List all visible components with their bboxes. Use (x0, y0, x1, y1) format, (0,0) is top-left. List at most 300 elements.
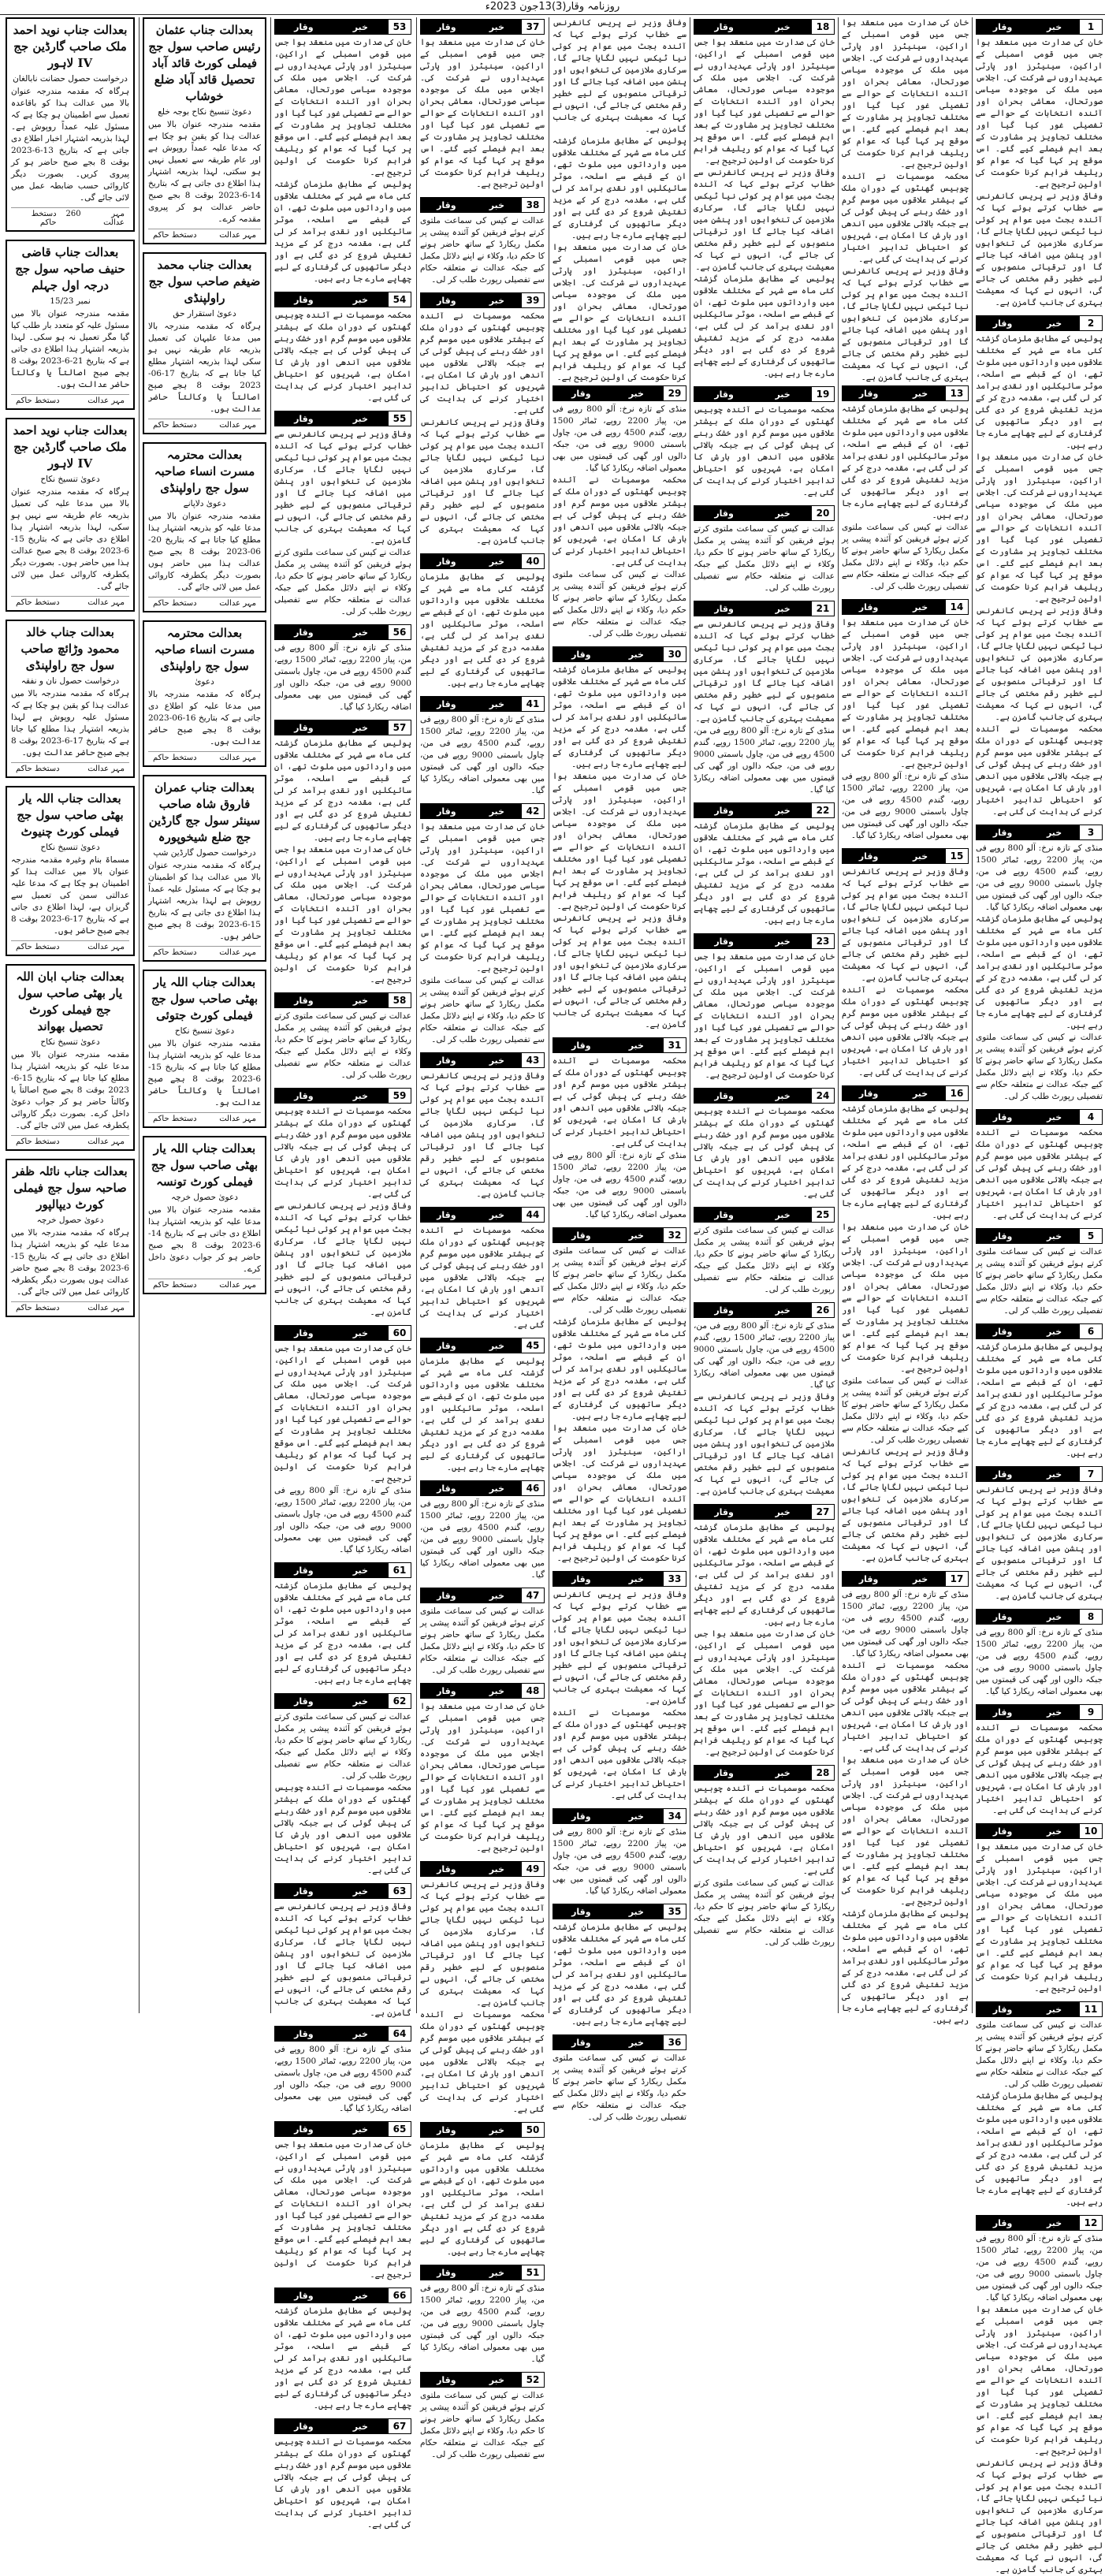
news-item (420, 696, 545, 797)
item-header-bar: خبر وقار (976, 1823, 1079, 1839)
item-number: 45 (521, 1338, 545, 1353)
item-number: 41 (521, 696, 545, 712)
item-number: 62 (388, 1693, 411, 1709)
item-number: 63 (388, 1883, 411, 1899)
item-number: 50 (521, 2122, 545, 2138)
news-item: 39 خبر وقار محکمہ موسمیات نے آئندہ چوبیس گھنٹوں کے دوران ملک کے بیشتر علاقوں میں موسم گرم اور خشک رہنے کی پیش گوئی کی ہے جبکہ بالائی علاقوں میں آندھی اور بارش کا امکان ہے، شہریوں کو احتیاطی تدابیر اختیار کرنے کی ہدایت کی گئی ہے۔ وفاقی وزیر نے پریس کانفرنس سے خطاب کرتے ہوئے کہا کہ آئندہ بجٹ میں عوام پر کوئی نیا ٹیکس نہیں لگایا جائے گا، سرکاری ملازمین کی تنخواہوں اور پنشن میں اضافہ کیا جائے گا اور ترقیاتی منصوبوں کے لیے خطیر رقم مختص کی جائے گی، انہوں نے کہا کہ معیشت بہتری کی جانب گامزن ہے۔ (420, 292, 545, 547)
item-text: عدالت نے کیس کی سماعت ملتوی کرتے ہوئے فریقین کو آئندہ پیشی پر مکمل ریکارڈ کے ساتھ حاضر ہونے کا حکم دیا، وکلاء نے اپنے دلائل مکمل کیے جبکہ عدالت نے متعلقہ حکام سے تفصیلی رپورٹ طلب کر لی۔ (694, 1226, 835, 1294)
item-text: پولیس کے مطابق ملزمان گزشتہ کئی ماہ سے شہر کے مختلف علاقوں میں وارداتوں میں ملوث تھے، ان کے قبضے سے اسلحہ، موٹر سائیکلیں اور نقدی برآمد کر لی گئی ہے، مقدمہ درج کر کے مزید تفتیش شروع کر دی گئی ہے اور دیگر ساتھیوں کی گرفتاری کے لیے چھاپے مارے جا رہے ہیں۔ (420, 1357, 545, 1472)
item-number: 61 (388, 1562, 411, 1578)
item-number: 22 (811, 802, 835, 818)
item-text: وفاقی وزیر نے پریس کانفرنس سے خطاب کرتے ہوئے کہا کہ آئندہ بجٹ میں عوام پر کوئی نیا ٹیکس نہیں لگایا جائے گا، سرکاری ملازمین کی تنخواہوں اور پنشن میں اضافہ کیا جائے گا اور ترقیاتی منصوبوں کے لیے خطیر رقم مختص کی جائے گی، انہوں نے کہا کہ معیشت بہتری کی جانب گامزن ہے۔ (274, 430, 411, 545)
news-item: 13 خبر وقار پولیس کے مطابق ملزمان گزشتہ کئی ماہ سے شہر کے مختلف علاقوں میں وارداتوں میں ملوث تھے، ان کے قبضے سے اسلحہ، موٹر سائیکلیں اور نقدی برآمد کر لی گئی ہے، مقدمہ درج کر کے مزید تفتیش شروع کر دی گئی ہے اور دیگر ساتھیوں کی گرفتاری کے لیے چھاپے مارے جا رہے ہیں۔ عدالت نے کیس کی سماعت ملتوی کرتے ہوئے فریقین کو آئندہ پیشی پر مکمل ریکارڈ کے ساتھ حاضر ہونے کا حکم دیا، وکلاء نے اپنے دلائل مکمل کیے جبکہ عدالت نے متعلقہ حکام سے تفصیلی رپورٹ طلب کر لی۔ (842, 385, 969, 593)
court-notice (143, 252, 266, 434)
item-number: 23 (811, 933, 835, 949)
item-text: پولیس کے مطابق ملزمان گزشتہ کئی ماہ سے شہر کے مختلف علاقوں میں وارداتوں میں ملوث تھے، ان کے قبضے سے اسلحہ، موٹر سائیکلیں اور نقدی برآمد کر لی گئی ہے، مقدمہ درج کر کے مزید تفتیش شروع کر دی گئی ہے اور دیگر ساتھیوں کی گرفتاری کے لیے چھاپے مارے جا رہے ہیں۔ (274, 739, 411, 843)
court-notice (143, 1136, 266, 1294)
item-number: 40 (521, 553, 545, 569)
item-header-bar: خبر وقار (274, 1088, 388, 1104)
item-number: 15 (945, 848, 969, 864)
item-text: منڈی کے تازہ نرخ: آلو 800 روپے فی من، پیاز 2200 روپے، ٹماٹر 1500 روپے، گندم 4500 روپے فی من، چاول باسمتی 9000 روپے فی من، جبکہ دالوں اور گھی کی قیمتوں میں بھی معمولی اضافہ ریکارڈ کیا گیا۔ (552, 1827, 686, 1896)
item-header-bar: خبر وقار (552, 385, 663, 401)
item-header-bar: خبر وقار (420, 803, 521, 819)
item-text: محکمہ موسمیات نے آئندہ چوبیس گھنٹوں کے دوران ملک کے بیشتر علاقوں میں موسم گرم اور خشک رہنے کی پیش گوئی کی ہے جبکہ بالائی علاقوں میں آندھی اور بارش کا امکان ہے، شہریوں کو احتیاطی تدابیر اختیار کرنے کی ہدایت کی گئی ہے۔ (694, 405, 835, 497)
column-notices-2 (140, 17, 269, 2013)
item-text: عدالت نے کیس کی سماعت ملتوی کرتے ہوئے فریقین کو آئندہ پیشی پر مکمل ریکارڈ کے ساتھ حاضر ہونے کا حکم دیا، وکلاء نے اپنے دلائل مکمل کیے جبکہ عدالت نے متعلقہ حکام سے تفصیلی رپورٹ طلب کر لی۔ (274, 1011, 411, 1080)
news-item: 60 خبر وقار خان کی صدارت میں منعقد ہوا جس میں قومی اسمبلی کے اراکین، سینیٹرز اور پارٹی عہدیداروں نے شرکت کی۔ اجلاس میں ملک کی موجودہ سیاسی صورتحال، معاشی بحران اور آئندہ انتخابات کے حوالے سے تفصیلی غور کیا گیا اور مختلف تجاویز پر مشاورت کے بعد اہم فیصلے کیے گئے۔ اس موقع پر کہا گیا کہ عوام کو ریلیف فراہم کرنا حکومت کی اولین ترجیح ہے۔ منڈی کے تازہ نرخ: آلو 800 روپے فی من، پیاز 2200 روپے، ٹماٹر 1500 روپے، گندم 4500 روپے فی من، چاول باسمتی 9000 روپے فی من، جبکہ دالوں اور گھی کی قیمتوں میں بھی معمولی اضافہ ریکارڈ کیا گیا۔ (274, 1325, 411, 1556)
notice-text: ہرگاہ کہ مقدمہ مندرجہ عنوان بالا میں عدالت ہذا کو باقاعدہ تعمیل سے اطمینان ہو چکا ہے کہ مسئول علیہ عمداً روپوش ہے۔ لہذا بذریعہ اشتہار اخبار اطلاع دی جاتی ہے کہ بتاریخ 13-6-2023 بوقت 8 بجے صبح حاضر ہو کر پیروی کریں۔ بصورت دیگر کاروائی حسب ضابطہ عمل میں لائی جائے گی۔ (11, 87, 130, 203)
notice-case: دعویٰ تنسیخ نکاح (40, 475, 100, 484)
item-header-bar: خبر وقار (976, 315, 1079, 331)
item-header-bar: خبر وقار (274, 992, 388, 1008)
notice-footer: مہر عدالت دستخط حاکم (11, 394, 129, 405)
item-number: 27 (811, 1504, 835, 1520)
notice-footer: مہر عدالت دستخط حاکم (11, 1301, 129, 1312)
item-text: پولیس کے مطابق ملزمان گزشتہ کئی ماہ سے شہر کے مختلف علاقوں میں وارداتوں میں ملوث تھے، ان کے قبضے سے اسلحہ، موٹر سائیکلیں اور نقدی برآمد کر لی گئی ہے، مقدمہ درج کر کے مزید تفتیش شروع کر دی گئی ہے اور دیگر ساتھیوں کی گرفتاری کے لیے چھاپے مارے جا رہے ہیں۔ (552, 1923, 686, 2027)
news-item (552, 2034, 686, 2124)
news-item: 2 خبر وقار پولیس کے مطابق ملزمان گزشتہ کئی ماہ سے شہر کے مختلف علاقوں میں وارداتوں میں ملوث تھے، ان کے قبضے سے اسلحہ، موٹر سائیکلیں اور نقدی برآمد کر لی گئی ہے، مقدمہ درج کر کے مزید تفتیش شروع کر دی گئی ہے اور دیگر ساتھیوں کی گرفتاری کے لیے چھاپے مارے جا رہے ہیں۔ خان کی صدارت میں منعقد ہوا جس میں قومی اسمبلی کے اراکین، سینیٹرز اور پارٹی عہدیداروں نے شرکت کی۔ اجلاس میں ملک کی موجودہ سیاسی صورتحال، معاشی بحران اور آئندہ انتخابات کے حوالے سے تفصیلی غور کیا گیا اور مختلف تجاویز پر مشاورت کے بعد اہم فیصلے کیے گئے۔ اس موقع پر کہا گیا کہ عوام کو ریلیف فراہم کرنا حکومت کی اولین ترجیح ہے۔ وفاقی وزیر نے پریس کانفرنس سے خطاب کرتے ہوئے کہا کہ آئندہ بجٹ میں عوام پر کوئی نیا ٹیکس نہیں لگایا جائے گا، سرکاری ملازمین کی تنخواہوں اور پنشن میں اضافہ کیا جائے گا اور ترقیاتی منصوبوں کے لیے خطیر رقم مختص کی جائے گی، انہوں نے کہا کہ معیشت بہتری کی جانب گامزن ہے۔ محکمہ موسمیات نے آئندہ چوبیس گھنٹوں کے دوران ملک کے بیشتر علاقوں میں موسم گرم اور خشک رہنے کی پیش گوئی کی ہے جبکہ بالائی علاقوں میں آندھی اور بارش کا امکان ہے، شہریوں کو احتیاطی تدابیر اختیار کرنے کی ہدایت کی گئی ہے۔ (976, 315, 1103, 818)
news-item (274, 624, 411, 713)
item-header-bar: خبر وقار (274, 2026, 388, 2042)
item-text: وفاقی وزیر نے پریس کانفرنس سے خطاب کرتے ہوئے کہا کہ آئندہ بجٹ میں عوام پر کوئی نیا ٹیکس نہیں لگایا جائے گا، سرکاری ملازمین کی تنخواہوں اور پنشن میں اضافہ کیا جائے گا اور ترقیاتی منصوبوں کے لیے خطیر رقم مختص کی جائے گی، انہوں نے کہا کہ معیشت بہتری کی جانب گامزن ہے۔ (420, 1071, 545, 1199)
item-text: وفاقی وزیر نے پریس کانفرنس سے خطاب کرتے ہوئے کہا کہ آئندہ بجٹ میں عوام پر کوئی نیا ٹیکس نہیں لگایا جائے گا، سرکاری ملازمین کی تنخواہوں اور پنشن میں اضافہ کیا جائے گا اور ترقیاتی منصوبوں کے لیے خطیر رقم مختص کی جائے گی، انہوں نے کہا کہ معیشت بہتری کی جانب گامزن ہے۔ (694, 620, 835, 724)
news-item (274, 1883, 411, 2019)
news-item (274, 1562, 411, 1687)
item-text: وفاقی وزیر نے پریس کانفرنس سے خطاب کرتے ہوئے کہا کہ آئندہ بجٹ میں عوام پر کوئی نیا ٹیکس نہیں لگایا جائے گا، سرکاری ملازمین کی تنخواہوں اور پنشن میں اضافہ کیا جائے گا اور ترقیاتی منصوبوں کے لیے خطیر رقم مختص کی جائے گی، انہوں نے کہا کہ معیشت بہتری کی جانب گامزن ہے۔ (552, 1590, 686, 1706)
item-text: منڈی کے تازہ نرخ: آلو 800 روپے فی من، پیاز 2200 روپے، ٹماٹر 1500 روپے، گندم 4500 روپے فی من، چاول باسمتی 9000 روپے فی من، جبکہ دالوں اور گھی کی قیمتوں میں بھی معمولی اضافہ ریکارڈ کیا گیا۔ (274, 2045, 411, 2113)
item-number: 43 (521, 1052, 545, 1068)
news-item (420, 19, 545, 191)
notice-text: ہرگاہ کہ مقدمہ مندرجہ بالا میں عدالت ہذا کو یقین ہو چکا ہے کہ مسئول علیہ روپوش ہے لہذا بذریعہ اشتہار ہذا مطلع کیا جاتا ہے کہ بتاریخ 17-6-2023 بوقت 8 بجے صبح حاضر عدالت ہوں۔ (11, 689, 129, 758)
item-number: 32 (663, 1227, 686, 1243)
item-header-bar: خبر وقار (420, 553, 521, 569)
item-header-bar: خبر وقار (976, 2001, 1079, 2017)
item-text: خان کی صدارت میں منعقد ہوا جس میں قومی اسمبلی کے اراکین، سینیٹرز اور پارٹی عہدیداروں نے شرکت کی۔ اجلاس میں ملک کی موجودہ سیاسی صورتحال، معاشی بحران اور آئندہ انتخابات کے حوالے سے تفصیلی غور کیا گیا اور مختلف تجاویز پر مشاورت کے بعد اہم فیصلے کیے گئے۔ اس موقع پر کہا گیا کہ عوام کو ریلیف فراہم کرنا حکومت کی اولین ترجیح ہے۔ (694, 952, 835, 1080)
notice-title: بعدالت جناب عثمان رئیس صاحب سول جج فیملی کورٹ قائد آباد تحصیل قائد آباد ضلع خوشاب (148, 23, 261, 103)
item-number: 42 (521, 803, 545, 819)
item-header-bar: خبر وقار (420, 1861, 521, 1877)
item-header-bar: خبر وقار (274, 1693, 388, 1709)
item-number: 33 (663, 1571, 686, 1587)
notice-footer: مہر عدالت دستخط حاکم (148, 1112, 261, 1123)
item-text: محکمہ موسمیات نے آئندہ چوبیس گھنٹوں کے دوران ملک کے بیشتر علاقوں میں موسم گرم اور خشک رہنے کی پیش گوئی کی ہے جبکہ بالائی علاقوں میں آندھی اور بارش کا امکان ہے، شہریوں کو احتیاطی تدابیر اختیار کرنے کی ہدایت کی گئی ہے۔ (552, 1056, 686, 1148)
news-item: 29 خبر وقار منڈی کے تازہ نرخ: آلو 800 روپے فی من، پیاز 2200 روپے، ٹماٹر 1500 روپے، گندم 4500 روپے فی من، چاول باسمتی 9000 روپے فی من، جبکہ دالوں اور گھی کی قیمتوں میں بھی معمولی اضافہ ریکارڈ کیا گیا۔ محکمہ موسمیات نے آئندہ چوبیس گھنٹوں کے دوران ملک کے بیشتر علاقوں میں موسم گرم اور خشک رہنے کی پیش گوئی کی ہے جبکہ بالائی علاقوں میں آندھی اور بارش کا امکان ہے، شہریوں کو احتیاطی تدابیر اختیار کرنے کی ہدایت کی گئی ہے۔ عدالت نے کیس کی سماعت ملتوی کرتے ہوئے فریقین کو آئندہ پیشی پر مکمل ریکارڈ کے ساتھ حاضر ہونے کا حکم دیا، وکلاء نے اپنے دلائل مکمل کیے جبکہ عدالت نے متعلقہ حکام سے تفصیلی رپورٹ طلب کر لی۔ (552, 385, 686, 640)
item-text: پولیس کے مطابق ملزمان گزشتہ کئی ماہ سے شہر کے مختلف علاقوں میں وارداتوں میں ملوث تھے، ان کے قبضے سے اسلحہ، موٹر سائیکلیں اور نقدی برآمد کر لی گئی ہے، مقدمہ درج کر کے مزید تفتیش شروع کر دی گئی ہے اور دیگر ساتھیوں کی گرفتاری کے لیے چھاپے مارے جا رہے ہیں۔ (975, 334, 1103, 450)
court-notice (6, 17, 135, 232)
item-text: پولیس کے مطابق ملزمان گزشتہ کئی ماہ سے شہر کے مختلف علاقوں میں وارداتوں میں ملوث تھے، ان کے قبضے سے اسلحہ، موٹر سائیکلیں اور نقدی برآمد کر لی گئی ہے، مقدمہ درج کر کے مزید تفتیش شروع کر دی گئی ہے اور دیگر ساتھیوں کی گرفتاری کے لیے چھاپے مارے جا رہے ہیں۔ (274, 2306, 411, 2410)
notice-text: مقدمہ مندرجہ عنوان بالا میں مسئول علیہ کو متعدد بار طلب کیا گیا مگر تعمیل نہ ہو سکی۔ لہذا بذریعہ اشتہار ہذا اطلاع دی جاتی ہے کہ بتاریخ 21-6-2023 بوقت 8 بجے صبح اصالتاً یا وکالتاً حاضر عدالت ہوں۔ (11, 309, 129, 389)
item-text: وفاقی وزیر نے پریس کانفرنس سے خطاب کرتے ہوئے کہا کہ آئندہ بجٹ میں عوام پر کوئی نیا ٹیکس نہیں لگایا جائے گا، سرکاری ملازمین کی تنخواہوں اور پنشن میں اضافہ کیا جائے گا اور ترقیاتی منصوبوں کے لیے خطیر رقم مختص کی جائے گی، انہوں نے کہا کہ معیشت بہتری کی جانب گامزن ہے۔ (842, 867, 969, 983)
news-item: 62 خبر وقار عدالت نے کیس کی سماعت ملتوی کرتے ہوئے فریقین کو آئندہ پیشی پر مکمل ریکارڈ کے ساتھ حاضر ہونے کا حکم دیا، وکلاء نے اپنے دلائل مکمل کیے جبکہ عدالت نے متعلقہ حکام سے تفصیلی رپورٹ طلب کر لی۔ محکمہ موسمیات نے آئندہ چوبیس گھنٹوں کے دوران ملک کے بیشتر علاقوں میں موسم گرم اور خشک رہنے کی پیش گوئی کی ہے جبکہ بالائی علاقوں میں آندھی اور بارش کا امکان ہے، شہریوں کو احتیاطی تدابیر اختیار کرنے کی ہدایت کی گئی ہے۔ (274, 1693, 411, 1877)
news-item: 31 خبر وقار محکمہ موسمیات نے آئندہ چوبیس گھنٹوں کے دوران ملک کے بیشتر علاقوں میں موسم گرم اور خشک رہنے کی پیش گوئی کی ہے جبکہ بالائی علاقوں میں آندھی اور بارش کا امکان ہے، شہریوں کو احتیاطی تدابیر اختیار کرنے کی ہدایت کی گئی ہے۔ منڈی کے تازہ نرخ: آلو 800 روپے فی من، پیاز 2200 روپے، ٹماٹر 1500 روپے، گندم 4500 روپے فی من، چاول باسمتی 9000 روپے فی من، جبکہ دالوں اور گھی کی قیمتوں میں بھی معمولی اضافہ ریکارڈ کیا گیا۔ (552, 1037, 686, 1221)
news-item (694, 933, 835, 1081)
news-item (420, 1683, 545, 1855)
item-header-bar: خبر وقار (694, 1207, 811, 1223)
news-item (420, 1480, 545, 1581)
item-number: 3 (1079, 825, 1103, 840)
news-item: 28 خبر وقار محکمہ موسمیات نے آئندہ چوبیس گھنٹوں کے دوران ملک کے بیشتر علاقوں میں موسم گرم اور خشک رہنے کی پیش گوئی کی ہے جبکہ بالائی علاقوں میں آندھی اور بارش کا امکان ہے، شہریوں کو احتیاطی تدابیر اختیار کرنے کی ہدایت کی گئی ہے۔ عدالت نے کیس کی سماعت ملتوی کرتے ہوئے فریقین کو آئندہ پیشی پر مکمل ریکارڈ کے ساتھ حاضر ہونے کا حکم دیا، وکلاء نے اپنے دلائل مکمل کیے جبکہ عدالت نے متعلقہ حکام سے تفصیلی رپورٹ طلب کر لی۔ (694, 1765, 835, 1949)
news-item (694, 505, 835, 594)
item-text: منڈی کے تازہ نرخ: آلو 800 روپے فی من، پیاز 2200 روپے، ٹماٹر 1500 روپے، گندم 4500 روپے فی من، چاول باسمتی 9000 روپے فی من، جبکہ دالوں اور گھی کی قیمتوں میں بھی معمولی اضافہ ریکارڈ کیا گیا۔ (842, 1590, 969, 1658)
item-text: خان کی صدارت میں منعقد ہوا جس میں قومی اسمبلی کے اراکین، سینیٹرز اور پارٹی عہدیداروں نے شرکت کی۔ اجلاس میں ملک کی موجودہ سیاسی صورتحال، معاشی بحران اور آئندہ انتخابات کے حوالے سے تفصیلی غور کیا گیا اور مختلف تجاویز پر مشاورت کے بعد اہم فیصلے کیے گئے۔ اس موقع پر کہا گیا کہ عوام کو ریلیف فراہم کرنا حکومت کی اولین ترجیح ہے۔ (274, 1344, 411, 1483)
notice-text: مقدمہ مندرجہ عنوان بالا میں مدعا علیہ کو بذریعہ اشتہار ہذا اطلاع دی جاتی ہے کہ بتاریخ 14-6-2023 بوقت 8 بجے صبح حاضر ہو کر جواب دعویٰ داخل کرے۔ (148, 1205, 261, 1274)
court-notice (143, 442, 266, 612)
court-notice (6, 964, 135, 1151)
item-header-bar: خبر وقار (976, 1228, 1079, 1244)
item-text: پولیس کے مطابق ملزمان گزشتہ کئی ماہ سے شہر کے مختلف علاقوں میں وارداتوں میں ملوث تھے، ان کے قبضے سے اسلحہ، موٹر سائیکلیں اور نقدی برآمد کر لی گئی ہے، مقدمہ درج کر کے مزید تفتیش شروع کر دی گئی ہے اور دیگر ساتھیوں کی گرفتاری کے لیے چھاپے مارے جا رہے ہیں۔ (420, 572, 545, 688)
notice-case: دعویٰ استقرار حق (173, 309, 236, 318)
notice-text: مقدمہ مندرجہ عنوان بالا میں مدعا علیہ کو بذریعہ اشتہار ہذا مطلع کیا جاتا ہے کہ بتاریخ 15-6-2023 بوقت 8 بجے صبح اصالتاً یا وکالتاً حاضر ہو کر جواب دعویٰ داخل کرے۔ بصورت دیگر کاروائی یکطرفہ عمل میں لائی جائے گی۔ (11, 1050, 129, 1130)
news-item (420, 1338, 545, 1474)
column-5 (418, 17, 547, 2459)
item-text: خان کی صدارت میں منعقد ہوا جس میں قومی اسمبلی کے اراکین، سینیٹرز اور پارٹی عہدیداروں نے شرکت کی۔ اجلاس میں ملک کی موجودہ سیاسی صورتحال، معاشی بحران اور آئندہ انتخابات کے حوالے سے تفصیلی غور کیا گیا اور مختلف تجاویز پر مشاورت کے بعد اہم فیصلے کیے گئے۔ اس موقع پر کہا گیا کہ عوام کو ریلیف فراہم کرنا حکومت کی اولین ترجیح ہے۔ (975, 38, 1103, 189)
item-header-bar: خبر وقار (842, 385, 945, 401)
item-number: 14 (945, 599, 969, 615)
item-header-bar: خبر وقار (420, 696, 521, 712)
column-rule (270, 17, 271, 2013)
item-number: 67 (388, 2418, 411, 2434)
item-text: عدالت نے کیس کی سماعت ملتوی کرتے ہوئے فریقین کو آئندہ پیشی پر مکمل ریکارڈ کے ساتھ حاضر ہونے کا حکم دیا، وکلاء نے اپنے دلائل مکمل کیے جبکہ عدالت نے متعلقہ حکام سے تفصیلی رپورٹ طلب کر لی۔ (976, 2020, 1103, 2089)
item-text: عدالت نے کیس کی سماعت ملتوی کرتے ہوئے فریقین کو آئندہ پیشی پر مکمل ریکارڈ کے ساتھ حاضر ہونے کا حکم دیا، وکلاء نے اپنے دلائل مکمل کیے جبکہ عدالت نے متعلقہ حکام سے تفصیلی رپورٹ طلب کر لی۔ (976, 1247, 1103, 1316)
news-item (420, 1588, 545, 1677)
item-number: 30 (663, 646, 686, 662)
item-header-bar: خبر وقار (552, 1571, 663, 1587)
notice-case: دعویٰ حصول خرچہ (36, 1215, 104, 1225)
item-text: محکمہ موسمیات نے آئندہ چوبیس گھنٹوں کے دوران ملک کے بیشتر علاقوں میں موسم گرم اور خشک رہنے کی پیش گوئی کی ہے جبکہ بالائی علاقوں میں آندھی اور بارش کا امکان ہے، شہریوں کو احتیاطی تدابیر اختیار کرنے کی ہدایت کی گئی ہے۔ (976, 1128, 1103, 1220)
item-number: 34 (663, 1808, 686, 1824)
notice-text: مسماۃ بنام وغیرہ مقدمہ مندرجہ عنوان بالا میں عدالت ہذا کو اطمینان ہو چکا ہے کہ مدعا علیہ عدالتی سمن کی تعمیل سے گریزاں ہے، لہذا اطلاع دی جاتی ہے کہ بتاریخ 17-6-2023 بوقت 8 بجے صبح حاضر ہوں۔ (11, 855, 129, 936)
news-item (976, 1704, 1103, 1817)
notice-title: بعدالت جناب ابان اللہ یار بھٹی صاحب سول جج فیملی کورٹ تحصیل بھواند (16, 970, 125, 1033)
item-text: خان کی صدارت میں منعقد ہوا جس میں قومی اسمبلی کے اراکین، سینیٹرز اور پارٹی عہدیداروں نے شرکت کی۔ اجلاس میں ملک کی موجودہ سیاسی صورتحال، معاشی بحران اور آئندہ انتخابات کے حوالے سے تفصیلی غور کیا گیا اور مختلف تجاویز پر مشاورت کے بعد اہم فیصلے کیے گئے۔ اس موقع پر کہا گیا کہ عوام کو ریلیف فراہم کرنا حکومت کی اولین ترجیح ہے۔ (975, 1842, 1103, 1993)
notice-footer: مہر عدالت دستخط حاکم (148, 597, 261, 608)
news-item: 14 خبر وقار خان کی صدارت میں منعقد ہوا جس میں قومی اسمبلی کے اراکین، سینیٹرز اور پارٹی عہدیداروں نے شرکت کی۔ اجلاس میں ملک کی موجودہ سیاسی صورتحال، معاشی بحران اور آئندہ انتخابات کے حوالے سے تفصیلی غور کیا گیا اور مختلف تجاویز پر مشاورت کے بعد اہم فیصلے کیے گئے۔ اس موقع پر کہا گیا کہ عوام کو ریلیف فراہم کرنا حکومت کی اولین ترجیح ہے۔ منڈی کے تازہ نرخ: آلو 800 روپے فی من، پیاز 2200 روپے، ٹماٹر 1500 روپے، گندم 4500 روپے فی من، چاول باسمتی 9000 روپے فی من، جبکہ دالوں اور گھی کی قیمتوں میں بھی معمولی اضافہ ریکارڈ کیا گیا۔ (842, 599, 969, 842)
notice-text: ہرگاہ کہ مقدمہ مندرجہ بالا میں مدعا علیہان کی تعمیل بذریعہ عام طریقہ نہیں ہو سکی لہذا بذریعہ اشتہار مطلع کیا جاتا ہے کہ بتاریخ 17-06-2023 بوقت 8 بجے صبح اصالتاً یا وکالتاً حاضر عدالت ہوں۔ (148, 322, 261, 414)
item-text: منڈی کے تازہ نرخ: آلو 800 روپے فی من، پیاز 2200 روپے، ٹماٹر 1500 روپے، گندم 4500 روپے فی من، چاول باسمتی 9000 روپے فی من، جبکہ دالوں اور گھی کی قیمتوں میں بھی معمولی اضافہ ریکارڈ کیا گیا۔ (976, 1628, 1103, 1696)
item-header-bar: خبر وقار (552, 2034, 663, 2050)
item-number: 53 (388, 19, 411, 35)
item-header-bar: خبر وقار (976, 2215, 1079, 2231)
item-number: 10 (1079, 1823, 1103, 1839)
news-item (976, 1466, 1103, 1603)
item-header-bar: خبر وقار (274, 2121, 388, 2137)
column-notices-1 (3, 17, 137, 2013)
notice-title: بعدالت جناب نوید احمد ملک صاحب گارڈین جج IV لاہور (13, 423, 128, 471)
notice-title: بعدالت جناب نوید احمد ملک صاحب گارڈین جج IV لاہور (13, 23, 128, 70)
item-header-bar: خبر وقار (552, 1037, 663, 1053)
news-item (274, 2418, 411, 2531)
item-number: 7 (1079, 1466, 1103, 1482)
item-header-bar: خبر وقار (274, 1325, 388, 1341)
item-text: منڈی کے تازہ نرخ: آلو 800 روپے فی من، پیاز 2200 روپے، ٹماٹر 1500 روپے، گندم 4500 روپے فی من، چاول باسمتی 9000 روپے فی من، جبکہ دالوں اور گھی کی قیمتوں میں بھی معمولی اضافہ ریکارڈ کیا گیا۔ (274, 643, 411, 712)
item-number: 28 (811, 1765, 835, 1781)
notice-text: مقدمہ مندرجہ عنوان بالا میں مدعا علیہ کو بذریعہ اشتہار ہذا مطلع کیا جاتا ہے کہ بتاریخ 15-6-2023 بوقت 8 بجے صبح اصالتاً یا وکالتاً حاضر عدالت ہو۔ (148, 1039, 261, 1107)
news-item: 26 خبر وقار منڈی کے تازہ نرخ: آلو 800 روپے فی من، پیاز 2200 روپے، ٹماٹر 1500 روپے، گندم 4500 روپے فی من، چاول باسمتی 9000 روپے فی من، جبکہ دالوں اور گھی کی قیمتوں میں بھی معمولی اضافہ ریکارڈ کیا گیا۔ وفاقی وزیر نے پریس کانفرنس سے خطاب کرتے ہوئے کہا کہ آئندہ بجٹ میں عوام پر کوئی نیا ٹیکس نہیں لگایا جائے گا، سرکاری ملازمین کی تنخواہوں اور پنشن میں اضافہ کیا جائے گا اور ترقیاتی منصوبوں کے لیے خطیر رقم مختص کی جائے گی، انہوں نے کہا کہ معیشت بہتری کی جانب گامزن ہے۔ (694, 1302, 835, 1498)
item-number: 18 (811, 19, 835, 35)
notice-case: درخواست حصول نان و نفقہ (20, 676, 120, 686)
item-number: 5 (1079, 1228, 1103, 1244)
news-item (694, 1088, 835, 1201)
court-notice (6, 1159, 135, 1317)
news-item: 3 خبر وقار منڈی کے تازہ نرخ: آلو 800 روپے فی من، پیاز 2200 روپے، ٹماٹر 1500 روپے، گندم 4500 روپے فی من، چاول باسمتی 9000 روپے فی من، جبکہ دالوں اور گھی کی قیمتوں میں بھی معمولی اضافہ ریکارڈ کیا گیا۔ پولیس کے مطابق ملزمان گزشتہ کئی ماہ سے شہر کے مختلف علاقوں میں وارداتوں میں ملوث تھے، ان کے قبضے سے اسلحہ، موٹر سائیکلیں اور نقدی برآمد کر لی گئی ہے، مقدمہ درج کر کے مزید تفتیش شروع کر دی گئی ہے اور دیگر ساتھیوں کی گرفتاری کے لیے چھاپے مارے جا رہے ہیں۔ عدالت نے کیس کی سماعت ملتوی کرتے ہوئے فریقین کو آئندہ پیشی پر مکمل ریکارڈ کے ساتھ حاضر ہونے کا حکم دیا، وکلاء نے اپنے دلائل مکمل کیے جبکہ عدالت نے متعلقہ حکام سے تفصیلی رپورٹ طلب کر لی۔ (976, 825, 1103, 1103)
news-item (274, 2121, 411, 2281)
notice-text: مقدمہ مندرجہ عنوان بالا میں عدالت ہذا کو یقین ہو چکا ہے کہ مدعا علیہ عمداً روپوش ہے اور عام طریقہ سے تعمیل نہیں ہو سکتی، لہذا بذریعہ اشتہار ہذا اطلاع دی جاتی ہے کہ بتاریخ 14-6-2023 بوقت 8 بجے صبح حاضر عدالت ہو کر پیروی مقدمہ کرے۔ (148, 120, 261, 224)
news-item: 1 خبر وقار خان کی صدارت میں منعقد ہوا جس میں قومی اسمبلی کے اراکین، سینیٹرز اور پارٹی عہدیداروں نے شرکت کی۔ اجلاس میں ملک کی موجودہ سیاسی صورتحال، معاشی بحران اور آئندہ انتخابات کے حوالے سے تفصیلی غور کیا گیا اور مختلف تجاویز پر مشاورت کے بعد اہم فیصلے کیے گئے۔ اس موقع پر کہا گیا کہ عوام کو ریلیف فراہم کرنا حکومت کی اولین ترجیح ہے۔ وفاقی وزیر نے پریس کانفرنس سے خطاب کرتے ہوئے کہا کہ آئندہ بجٹ میں عوام پر کوئی نیا ٹیکس نہیں لگایا جائے گا، سرکاری ملازمین کی تنخواہوں اور پنشن میں اضافہ کیا جائے گا اور ترقیاتی منصوبوں کے لیے خطیر رقم مختص کی جائے گی، انہوں نے کہا کہ معیشت بہتری کی جانب گامزن ہے۔ (976, 19, 1103, 309)
news-item: 30 خبر وقار پولیس کے مطابق ملزمان گزشتہ کئی ماہ سے شہر کے مختلف علاقوں میں وارداتوں میں ملوث تھے، ان کے قبضے سے اسلحہ، موٹر سائیکلیں اور نقدی برآمد کر لی گئی ہے، مقدمہ درج کر کے مزید تفتیش شروع کر دی گئی ہے اور دیگر ساتھیوں کی گرفتاری کے لیے چھاپے مارے جا رہے ہیں۔ خان کی صدارت میں منعقد ہوا جس میں قومی اسمبلی کے اراکین، سینیٹرز اور پارٹی عہدیداروں نے شرکت کی۔ اجلاس میں ملک کی موجودہ سیاسی صورتحال، معاشی بحران اور آئندہ انتخابات کے حوالے سے تفصیلی غور کیا گیا اور مختلف تجاویز پر مشاورت کے بعد اہم فیصلے کیے گئے۔ اس موقع پر کہا گیا کہ عوام کو ریلیف فراہم کرنا حکومت کی اولین ترجیح ہے۔ وفاقی وزیر نے پریس کانفرنس سے خطاب کرتے ہوئے کہا کہ آئندہ بجٹ میں عوام پر کوئی نیا ٹیکس نہیں لگایا جائے گا، سرکاری ملازمین کی تنخواہوں اور پنشن میں اضافہ کیا جائے گا اور ترقیاتی منصوبوں کے لیے خطیر رقم مختص کی جائے گی، انہوں نے کہا کہ معیشت بہتری کی جانب گامزن ہے۔ (552, 646, 686, 1031)
notice-case: دعویٰ تنسیخ نکاح بوجہ خلع (158, 107, 251, 117)
item-header-bar: خبر وقار (274, 624, 388, 640)
item-text: پولیس کے مطابق ملزمان گزشتہ کئی ماہ سے شہر کے مختلف علاقوں میں وارداتوں میں ملوث تھے، ان کے قبضے سے اسلحہ، موٹر سائیکلیں اور نقدی برآمد کر لی گئی ہے، مقدمہ درج کر کے مزید تفتیش شروع کر دی گئی ہے اور دیگر ساتھیوں کی گرفتاری کے لیے چھاپے مارے جا رہے ہیں۔ (274, 1581, 411, 1685)
column-1 (973, 17, 1105, 2574)
item-text: خان کی صدارت میں منعقد ہوا جس میں قومی اسمبلی کے اراکین، سینیٹرز اور پارٹی عہدیداروں نے شرکت کی۔ اجلاس میں ملک کی موجودہ سیاسی صورتحال، معاشی بحران اور آئندہ انتخابات کے حوالے سے تفصیلی غور کیا گیا اور مختلف تجاویز پر مشاورت کے بعد اہم فیصلے کیے گئے۔ اس موقع پر کہا گیا کہ عوام کو ریلیف فراہم کرنا حکومت کی اولین ترجیح ہے۔ (420, 1702, 545, 1853)
news-item: 17 خبر وقار منڈی کے تازہ نرخ: آلو 800 روپے فی من، پیاز 2200 روپے، ٹماٹر 1500 روپے، گندم 4500 روپے فی من، چاول باسمتی 9000 روپے فی من، جبکہ دالوں اور گھی کی قیمتوں میں بھی معمولی اضافہ ریکارڈ کیا گیا۔ محکمہ موسمیات نے آئندہ چوبیس گھنٹوں کے دوران ملک کے بیشتر علاقوں میں موسم گرم اور خشک رہنے کی پیش گوئی کی ہے جبکہ بالائی علاقوں میں آندھی اور بارش کا امکان ہے، شہریوں کو احتیاطی تدابیر اختیار کرنے کی ہدایت کی گئی ہے۔ خان کی صدارت میں منعقد ہوا جس میں قومی اسمبلی کے اراکین، سینیٹرز اور پارٹی عہدیداروں نے شرکت کی۔ اجلاس میں ملک کی موجودہ سیاسی صورتحال، معاشی بحران اور آئندہ انتخابات کے حوالے سے تفصیلی غور کیا گیا اور مختلف تجاویز پر مشاورت کے بعد اہم فیصلے کیے گئے۔ اس موقع پر کہا گیا کہ عوام کو ریلیف فراہم کرنا حکومت کی اولین ترجیح ہے۔ پولیس کے مطابق ملزمان گزشتہ کئی ماہ سے شہر کے مختلف علاقوں میں وارداتوں میں ملوث تھے، ان کے قبضے سے اسلحہ، موٹر سائیکلیں اور نقدی برآمد کر لی گئی ہے، مقدمہ درج کر کے مزید تفتیش شروع کر دی گئی ہے اور دیگر ساتھیوں کی گرفتاری کے لیے چھاپے مارے جا رہے ہیں۔ (842, 1571, 969, 2027)
item-header-bar: خبر وقار (420, 2122, 521, 2138)
item-number: 20 (811, 505, 835, 521)
item-number: 9 (1079, 1704, 1103, 1720)
notice-title: بعدالت جناب محمد ضیغم صاحب سول جج راولپنڈی (148, 258, 261, 305)
news-item: 18 خبر وقار خان کی صدارت میں منعقد ہوا جس میں قومی اسمبلی کے اراکین، سینیٹرز اور پارٹی عہدیداروں نے شرکت کی۔ اجلاس میں ملک کی موجودہ سیاسی صورتحال، معاشی بحران اور آئندہ انتخابات کے حوالے سے تفصیلی غور کیا گیا اور مختلف تجاویز پر مشاورت کے بعد اہم فیصلے کیے گئے۔ اس موقع پر کہا گیا کہ عوام کو ریلیف فراہم کرنا حکومت کی اولین ترجیح ہے۔ وفاقی وزیر نے پریس کانفرنس سے خطاب کرتے ہوئے کہا کہ آئندہ بجٹ میں عوام پر کوئی نیا ٹیکس نہیں لگایا جائے گا، سرکاری ملازمین کی تنخواہوں اور پنشن میں اضافہ کیا جائے گا اور ترقیاتی منصوبوں کے لیے خطیر رقم مختص کی جائے گی، انہوں نے کہا کہ معیشت بہتری کی جانب گامزن ہے۔ پولیس کے مطابق ملزمان گزشتہ کئی ماہ سے شہر کے مختلف علاقوں میں وارداتوں میں ملوث تھے، ان کے قبضے سے اسلحہ، موٹر سائیکلیں اور نقدی برآمد کر لی گئی ہے، مقدمہ درج کر کے مزید تفتیش شروع کر دی گئی ہے اور دیگر ساتھیوں کی گرفتاری کے لیے چھاپے مارے جا رہے ہیں۔ (694, 19, 835, 380)
item-text: عدالت نے کیس کی سماعت ملتوی کرتے ہوئے فریقین کو آئندہ پیشی پر مکمل ریکارڈ کے ساتھ حاضر ہونے کا حکم دیا، وکلاء نے اپنے دلائل مکمل کیے جبکہ عدالت نے متعلقہ حکام سے تفصیلی رپورٹ طلب کر لی۔ (420, 1606, 545, 1675)
notice-title: بعدالت محترمہ مسرت انساء صاحبہ سول جج راولپنڈی (154, 448, 255, 495)
notice-text: مقدمہ مندرجہ عنوان بالا میں مدعا علیہ کو بذریعہ اشتہار ہذا مطلع کیا جاتا ہے کہ بتاریخ 20-06-2023 بوقت 8 بجے صبح عدالت ہذا میں حاضر ہوں بصورت دیگر یکطرفہ کاروائی عمل میں لائی جائے گی۔ (148, 512, 261, 592)
item-header-bar: خبر وقار (274, 19, 388, 35)
notice-title: بعدالت جناب اللہ یار بھٹی صاحب سول جج فیملی کورٹ جتوئی (151, 975, 259, 1022)
item-number: 8 (1079, 1609, 1103, 1625)
item-number: 1 (1079, 19, 1103, 35)
item-number: 24 (811, 1088, 835, 1104)
item-text: منڈی کے تازہ نرخ: آلو 800 روپے فی من، پیاز 2200 روپے، ٹماٹر 1500 روپے، گندم 4500 روپے فی من، چاول باسمتی 9000 روپے فی من، جبکہ دالوں اور گھی کی قیمتوں میں بھی معمولی اضافہ ریکارڈ کیا گیا۔ (976, 2234, 1103, 2302)
column-6 (272, 17, 414, 2529)
item-text: عدالت نے کیس کی سماعت ملتوی کرتے ہوئے فریقین کو آئندہ پیشی پر مکمل ریکارڈ کے ساتھ حاضر ہونے کا حکم دیا، وکلاء نے اپنے دلائل مکمل کیے جبکہ عدالت نے متعلقہ حکام سے تفصیلی رپورٹ طلب کر لی۔ (552, 1246, 686, 1315)
court-notice (6, 418, 135, 612)
news-item (552, 1904, 686, 2028)
notice-footer: مہر عدالت دستخط حاکم (148, 946, 261, 957)
notice-title: بعدالت جناب قاضی حنیف صاحبہ سول جج درجہ اول جہلم (15, 245, 125, 292)
item-text: محکمہ موسمیات نے آئندہ چوبیس گھنٹوں کے دوران ملک کے بیشتر علاقوں میں موسم گرم اور خشک رہنے کی پیش گوئی کی ہے جبکہ بالائی علاقوں میں آندھی اور بارش کا امکان ہے، شہریوں کو احتیاطی تدابیر اختیار کرنے کی ہدایت کی گئی ہے۔ (976, 1723, 1103, 1815)
notice-text: ہرگاہ کہ مقدمہ مندرجہ بالا میں مدعا علیہ کو اطلاع دی جاتی ہے کہ بتاریخ 16-06-2023 بوقت 8 بجے صبح حاضر عدالت ہوں۔ (148, 690, 261, 746)
notice-case: دعویٰ دلاپانے (183, 499, 226, 508)
item-header-bar: خبر وقار (420, 1683, 521, 1699)
item-number: 25 (811, 1207, 835, 1223)
news-item (694, 386, 835, 499)
notice-title: بعدالت جناب خالد محمود وڑائچ صاحب سول جج راولپنڈی (20, 625, 120, 672)
notice-footer: مہر عدالت دستخط حاکم (11, 596, 129, 607)
item-number: 26 (811, 1302, 835, 1318)
notice-case: دعویٰ (195, 677, 214, 687)
item-text: محکمہ موسمیات نے آئندہ چوبیس گھنٹوں کے دوران ملک کے بیشتر علاقوں میں موسم گرم اور خشک رہنے کی پیش گوئی کی ہے جبکہ بالائی علاقوں میں آندھی اور بارش کا امکان ہے، شہریوں کو احتیاطی تدابیر اختیار کرنے کی ہدایت کی گئی ہے۔ (274, 311, 411, 403)
column-4: وفاقی وزیر نے پریس کانفرنس سے خطاب کرتے ہوئے کہا کہ آئندہ بجٹ میں عوام پر کوئی نیا ٹیکس نہیں لگایا جائے گا، سرکاری ملازمین کی تنخواہوں اور پنشن میں اضافہ کیا جائے گا اور ترقیاتی منصوبوں کے لیے خطیر رقم مختص کی جائے گی، انہوں نے کہا کہ معیشت بہتری کی جانب گامزن ہے۔ پولیس کے مطابق ملزمان گزشتہ کئی ماہ سے شہر کے مختلف علاقوں میں وارداتوں میں ملوث تھے، ان کے قبضے سے اسلحہ، موٹر سائیکلیں اور نقدی برآمد کر لی گئی ہے، مقدمہ درج کر کے مزید تفتیش شروع کر دی گئی ہے اور دیگر ساتھیوں کی گرفتاری کے لیے چھاپے مارے جا رہے ہیں۔ خان کی صدارت میں منعقد ہوا جس میں قومی اسمبلی کے اراکین، سینیٹرز اور پارٹی عہدیداروں نے شرکت کی۔ اجلاس میں ملک کی موجودہ سیاسی صورتحال، معاشی بحران اور آئندہ انتخابات کے حوالے سے تفصیلی غور کیا گیا اور مختلف تجاویز پر مشاورت کے بعد اہم فیصلے کیے گئے۔ اس موقع پر کہا گیا کہ عوام کو ریلیف فراہم کرنا حکومت کی اولین ترجیح ہے۔ 29 خبر وقار منڈی کے تازہ نرخ: آلو 800 روپے فی من، پیاز 2200 روپے، ٹماٹر 1500 روپے، گندم 4500 روپے فی من، چاول باسمتی 9000 روپے فی من، جبکہ دالوں اور گھی کی قیمتوں میں بھی معمولی اضافہ ریکارڈ کیا گیا۔ محکمہ موسمیات نے آئندہ چوبیس گھنٹوں کے دوران ملک کے بیشتر علاقوں میں موسم گرم اور خشک رہنے کی پیش گوئی کی ہے جبکہ بالائی علاقوں میں آندھی اور بارش کا امکان ہے، شہریوں کو احتیاطی تدابیر اختیار کرنے کی ہدایت کی گئی ہے۔ عدالت نے کیس کی سماعت ملتوی کرتے ہوئے فریقین کو آئندہ پیشی پر مکمل ریکارڈ کے ساتھ حاضر ہونے کا حکم دیا، وکلاء نے اپنے دلائل مکمل کیے جبکہ عدالت نے متعلقہ حکام سے تفصیلی رپورٹ طلب کر لی۔ 30 خبر وقار پولیس کے مطابق ملزمان گزشتہ کئی ماہ سے شہر کے مختلف علاقوں میں وارداتوں میں ملوث تھے، ان کے قبضے سے اسلحہ، موٹر سائیکلیں اور نقدی برآمد کر لی گئی ہے، مقدمہ درج کر کے مزید تفتیش شروع کر دی گئی ہے اور دیگر ساتھیوں کی گرفتاری کے لیے چھاپے مارے جا رہے ہیں۔ خان کی صدارت میں منعقد ہوا جس میں قومی اسمبلی کے اراکین، سینیٹرز اور پارٹی عہدیداروں نے شرکت کی۔ اجلاس میں ملک کی موجودہ سیاسی صورتحال، معاشی بحران اور آئندہ انتخابات کے حوالے سے تفصیلی غور کیا گیا اور مختلف تجاویز پر مشاورت کے بعد اہم فیصلے کیے گئے۔ اس موقع پر کہا گیا کہ عوام کو ریلیف فراہم کرنا حکومت کی اولین ترجیح ہے۔ وفاقی وزیر نے پریس کانفرنس سے خطاب کرتے ہوئے کہا کہ آئندہ بجٹ میں عوام پر کوئی نیا ٹیکس نہیں لگایا جائے گا، سرکاری ملازمین کی تنخواہوں اور پنشن میں اضافہ کیا جائے گا اور ترقیاتی منصوبوں کے لیے خطیر رقم مختص کی جائے گی، انہوں نے کہا کہ معیشت بہتری کی جانب گامزن ہے۔ 31 خبر وقار محکمہ موسمیات نے آئندہ چوبیس گھنٹوں کے دوران ملک کے بیشتر علاقوں میں موسم گرم اور خشک رہنے کی پیش گوئی کی ہے جبکہ بالائی علاقوں میں آندھی اور بارش کا امکان ہے، شہریوں کو احتیاطی تدابیر اختیار کرنے کی ہدایت کی گئی ہے۔ منڈی کے تازہ نرخ: آلو 800 روپے فی من، پیاز 2200 روپے، ٹماٹر 1500 روپے، گندم 4500 روپے فی من، چاول باسمتی 9000 روپے فی من، جبکہ دالوں اور گھی کی قیمتوں میں بھی معمولی اضافہ ریکارڈ کیا گیا۔ 32 خبر وقار عدالت نے کیس کی سماعت ملتوی کرتے ہوئے فریقین کو آئندہ پیشی پر مکمل ریکارڈ کے ساتھ حاضر ہونے کا حکم دیا، وکلاء نے اپنے دلائل مکمل کیے جبکہ عدالت نے متعلقہ حکام سے تفصیلی رپورٹ طلب کر لی۔ پولیس کے مطابق ملزمان گزشتہ کئی ماہ سے شہر کے مختلف علاقوں میں وارداتوں میں ملوث تھے، ان کے قبضے سے اسلحہ، موٹر سائیکلیں اور نقدی برآمد کر لی گئی ہے، مقدمہ درج کر کے مزید تفتیش شروع کر دی گئی ہے اور دیگر ساتھیوں کی گرفتاری کے لیے چھاپے مارے جا رہے ہیں۔ خان کی صدارت میں منعقد ہوا جس میں قومی اسمبلی کے اراکین، سینیٹرز اور پارٹی عہدیداروں نے شرکت کی۔ اجلاس میں ملک کی موجودہ سیاسی صورتحال، معاشی بحران اور آئندہ انتخابات کے حوالے سے تفصیلی غور کیا گیا اور مختلف تجاویز پر مشاورت کے بعد اہم فیصلے کیے گئے۔ اس موقع پر کہا گیا کہ عوام کو ریلیف فراہم کرنا حکومت کی اولین ترجیح ہے۔ 33 خبر وقار وفاقی وزیر نے پریس کانفرنس سے خطاب کرتے ہوئے کہا کہ آئندہ بجٹ میں عوام پر کوئی نیا ٹیکس نہیں لگایا جائے گا، سرکاری ملازمین کی تنخواہوں اور پنشن میں اضافہ کیا جائے گا اور ترقیاتی منصوبوں کے لیے خطیر رقم مختص کی جائے گی، انہوں نے کہا کہ معیشت بہتری کی جانب گامزن ہے۔ محکمہ موسمیات نے آئندہ چوبیس گھنٹوں کے دوران ملک کے بیشتر علاقوں میں موسم گرم اور خشک رہنے کی پیش گوئی کی ہے جبکہ بالائی علاقوں میں آندھی اور بارش کا امکان ہے، شہریوں کو احتیاطی تدابیر اختیار کرنے کی ہدایت کی گئی ہے۔ 34 خبر وقار منڈی کے تازہ نرخ: آلو 800 روپے فی من، پیاز 2200 روپے، ٹماٹر 1500 روپے، گندم 4500 روپے فی من، چاول باسمتی 9000 روپے فی من، جبکہ دالوں اور گھی کی قیمتوں میں بھی معمولی اضافہ ریکارڈ کیا گیا۔ 35 خبر وقار پولیس کے مطابق ملزمان گزشتہ کئی ماہ سے شہر کے مختلف علاقوں میں وارداتوں میں ملوث تھے، ان کے قبضے سے اسلحہ، موٹر سائیکلیں اور نقدی برآمد کر لی گئی ہے، مقدمہ درج کر کے مزید تفتیش شروع کر دی گئی ہے اور دیگر ساتھیوں کی گرفتاری کے لیے چھاپے مارے جا رہے ہیں۔ 36 خبر وقار عدالت نے کیس کی سماعت ملتوی کرتے ہوئے فریقین کو آئندہ پیشی پر مکمل ریکارڈ کے ساتھ حاضر ہونے کا حکم دیا، وکلاء نے اپنے دلائل مکمل کیے جبکہ عدالت نے متعلقہ حکام سے تفصیلی رپورٹ طلب کر لی۔ (552, 18, 686, 2122)
news-item (420, 1052, 545, 1201)
item-number: 6 (1079, 1323, 1103, 1339)
item-number: 65 (388, 2121, 411, 2137)
item-number: 31 (663, 1037, 686, 1053)
news-item: 57 خبر وقار پولیس کے مطابق ملزمان گزشتہ کئی ماہ سے شہر کے مختلف علاقوں میں وارداتوں میں ملوث تھے، ان کے قبضے سے اسلحہ، موٹر سائیکلیں اور نقدی برآمد کر لی گئی ہے، مقدمہ درج کر کے مزید تفتیش شروع کر دی گئی ہے اور دیگر ساتھیوں کی گرفتاری کے لیے چھاپے مارے جا رہے ہیں۔ خان کی صدارت میں منعقد ہوا جس میں قومی اسمبلی کے اراکین، سینیٹرز اور پارٹی عہدیداروں نے شرکت کی۔ اجلاس میں ملک کی موجودہ سیاسی صورتحال، معاشی بحران اور آئندہ انتخابات کے حوالے سے تفصیلی غور کیا گیا اور مختلف تجاویز پر مشاورت کے بعد اہم فیصلے کیے گئے۔ اس موقع پر کہا گیا کہ عوام کو ریلیف فراہم کرنا حکومت کی اولین ترجیح ہے۔ (274, 720, 411, 986)
item-text: عدالت نے کیس کی سماعت ملتوی کرتے ہوئے فریقین کو آئندہ پیشی پر مکمل ریکارڈ کے ساتھ حاضر ہونے کا حکم دیا، وکلاء نے اپنے دلائل مکمل کیے جبکہ عدالت نے متعلقہ حکام سے تفصیلی رپورٹ طلب کر لی۔ (694, 524, 835, 593)
item-header-bar: خبر وقار (420, 1480, 521, 1496)
item-number: 46 (521, 1480, 545, 1496)
item-text: پولیس کے مطابق ملزمان گزشتہ کئی ماہ سے شہر کے مختلف علاقوں میں وارداتوں میں ملوث تھے، ان کے قبضے سے اسلحہ، موٹر سائیکلیں اور نقدی برآمد کر لی گئی ہے، مقدمہ درج کر کے مزید تفتیش شروع کر دی گئی ہے اور دیگر ساتھیوں کی گرفتاری کے لیے چھاپے مارے جا رہے ہیں۔ (694, 821, 835, 925)
item-text: محکمہ موسمیات نے آئندہ چوبیس گھنٹوں کے دوران ملک کے بیشتر علاقوں میں موسم گرم اور خشک رہنے کی پیش گوئی کی ہے جبکہ بالائی علاقوں میں آندھی اور بارش کا امکان ہے، شہریوں کو احتیاطی تدابیر اختیار کرنے کی ہدایت کی گئی ہے۔ (274, 2437, 411, 2529)
item-header-bar: خبر وقار (976, 1704, 1079, 1720)
item-text: محکمہ موسمیات نے آئندہ چوبیس گھنٹوں کے دوران ملک کے بیشتر علاقوں میں موسم گرم اور خشک رہنے کی پیش گوئی کی ہے جبکہ بالائی علاقوں میں آندھی اور بارش کا امکان ہے، شہریوں کو احتیاطی تدابیر اختیار کرنے کی ہدایت کی گئی ہے۔ (420, 311, 545, 415)
news-item: 11 خبر وقار عدالت نے کیس کی سماعت ملتوی کرتے ہوئے فریقین کو آئندہ پیشی پر مکمل ریکارڈ کے ساتھ حاضر ہونے کا حکم دیا، وکلاء نے اپنے دلائل مکمل کیے جبکہ عدالت نے متعلقہ حکام سے تفصیلی رپورٹ طلب کر لی۔ پولیس کے مطابق ملزمان گزشتہ کئی ماہ سے شہر کے مختلف علاقوں میں وارداتوں میں ملوث تھے، ان کے قبضے سے اسلحہ، موٹر سائیکلیں اور نقدی برآمد کر لی گئی ہے، مقدمہ درج کر کے مزید تفتیش شروع کر دی گئی ہے اور دیگر ساتھیوں کی گرفتاری کے لیے چھاپے مارے جا رہے ہیں۔ (976, 2001, 1103, 2209)
news-item: 16 خبر وقار پولیس کے مطابق ملزمان گزشتہ کئی ماہ سے شہر کے مختلف علاقوں میں وارداتوں میں ملوث تھے، ان کے قبضے سے اسلحہ، موٹر سائیکلیں اور نقدی برآمد کر لی گئی ہے، مقدمہ درج کر کے مزید تفتیش شروع کر دی گئی ہے اور دیگر ساتھیوں کی گرفتاری کے لیے چھاپے مارے جا رہے ہیں۔ خان کی صدارت میں منعقد ہوا جس میں قومی اسمبلی کے اراکین، سینیٹرز اور پارٹی عہدیداروں نے شرکت کی۔ اجلاس میں ملک کی موجودہ سیاسی صورتحال، معاشی بحران اور آئندہ انتخابات کے حوالے سے تفصیلی غور کیا گیا اور مختلف تجاویز پر مشاورت کے بعد اہم فیصلے کیے گئے۔ اس موقع پر کہا گیا کہ عوام کو ریلیف فراہم کرنا حکومت کی اولین ترجیح ہے۔ عدالت نے کیس کی سماعت ملتوی کرتے ہوئے فریقین کو آئندہ پیشی پر مکمل ریکارڈ کے ساتھ حاضر ہونے کا حکم دیا، وکلاء نے اپنے دلائل مکمل کیے جبکہ عدالت نے متعلقہ حکام سے تفصیلی رپورٹ طلب کر لی۔ وفاقی وزیر نے پریس کانفرنس سے خطاب کرتے ہوئے کہا کہ آئندہ بجٹ میں عوام پر کوئی نیا ٹیکس نہیں لگایا جائے گا، سرکاری ملازمین کی تنخواہوں اور پنشن میں اضافہ کیا جائے گا اور ترقیاتی منصوبوں کے لیے خطیر رقم مختص کی جائے گی، انہوں نے کہا کہ معیشت بہتری کی جانب گامزن ہے۔ (842, 1085, 969, 1565)
notice-case: دعویٰ تنسیخ نکاح (40, 1037, 100, 1047)
item-text: خان کی صدارت میں منعقد ہوا جس میں قومی اسمبلی کے اراکین، سینیٹرز اور پارٹی عہدیداروں نے شرکت کی۔ اجلاس میں ملک کی موجودہ سیاسی صورتحال، معاشی بحران اور آئندہ انتخابات کے حوالے سے تفصیلی غور کیا گیا اور مختلف تجاویز پر مشاورت کے بعد اہم فیصلے کیے گئے۔ اس موقع پر کہا گیا کہ عوام کو ریلیف فراہم کرنا حکومت کی اولین ترجیح ہے۔ (694, 38, 835, 166)
item-header-bar: خبر وقار (274, 720, 388, 735)
item-text: منڈی کے تازہ نرخ: آلو 800 روپے فی من، پیاز 2200 روپے، ٹماٹر 1500 روپے، گندم 4500 روپے فی من، چاول باسمتی 9000 روپے فی من، جبکہ دالوں اور گھی کی قیمتوں میں بھی معمولی اضافہ ریکارڈ کیا گیا۔ (552, 404, 686, 473)
item-header-bar: خبر وقار (420, 292, 521, 308)
item-header-bar: خبر وقار (842, 848, 945, 864)
notice-footer: مہر عدالت دستخط حاکم (11, 940, 129, 951)
item-header-bar: خبر وقار (274, 411, 388, 426)
item-text: عدالت نے کیس کی سماعت ملتوی کرتے ہوئے فریقین کو آئندہ پیشی پر مکمل ریکارڈ کے ساتھ حاضر ہونے کا حکم دیا، وکلاء نے اپنے دلائل مکمل کیے جبکہ عدالت نے متعلقہ حکام سے تفصیلی رپورٹ طلب کر لی۔ (552, 2053, 686, 2122)
item-text: پولیس کے مطابق ملزمان گزشتہ کئی ماہ سے شہر کے مختلف علاقوں میں وارداتوں میں ملوث تھے، ان کے قبضے سے اسلحہ، موٹر سائیکلیں اور نقدی برآمد کر لی گئی ہے، مقدمہ درج کر کے مزید تفتیش شروع کر دی گئی ہے اور دیگر ساتھیوں کی گرفتاری کے لیے چھاپے مارے جا رہے ہیں۔ (420, 2141, 545, 2257)
item-number: 44 (521, 1207, 545, 1223)
item-number: 11 (1079, 2001, 1103, 2017)
item-number: 48 (521, 1683, 545, 1699)
notice-title: بعدالت جناب عمران فاروق شاہ صاحب سینئر سول جج گارڈین جج ضلع شیخوپورہ (148, 780, 261, 844)
item-text: محکمہ موسمیات نے آئندہ چوبیس گھنٹوں کے دوران ملک کے بیشتر علاقوں میں موسم گرم اور خشک رہنے کی پیش گوئی کی ہے جبکہ بالائی علاقوں میں آندھی اور بارش کا امکان ہے، شہریوں کو احتیاطی تدابیر اختیار کرنے کی ہدایت کی گئی ہے۔ (694, 1784, 835, 1876)
item-header-bar: خبر وقار (420, 19, 521, 35)
item-header-bar: خبر وقار (976, 1323, 1079, 1339)
news-item: 27 خبر وقار پولیس کے مطابق ملزمان گزشتہ کئی ماہ سے شہر کے مختلف علاقوں میں وارداتوں میں ملوث تھے، ان کے قبضے سے اسلحہ، موٹر سائیکلیں اور نقدی برآمد کر لی گئی ہے، مقدمہ درج کر کے مزید تفتیش شروع کر دی گئی ہے اور دیگر ساتھیوں کی گرفتاری کے لیے چھاپے مارے جا رہے ہیں۔ خان کی صدارت میں منعقد ہوا جس میں قومی اسمبلی کے اراکین، سینیٹرز اور پارٹی عہدیداروں نے شرکت کی۔ اجلاس میں ملک کی موجودہ سیاسی صورتحال، معاشی بحران اور آئندہ انتخابات کے حوالے سے تفصیلی غور کیا گیا اور مختلف تجاویز پر مشاورت کے بعد اہم فیصلے کیے گئے۔ اس موقع پر کہا گیا کہ عوام کو ریلیف فراہم کرنا حکومت کی اولین ترجیح ہے۔ (694, 1504, 835, 1759)
item-text: محکمہ موسمیات نے آئندہ چوبیس گھنٹوں کے دوران ملک کے بیشتر علاقوں میں موسم گرم اور خشک رہنے کی پیش گوئی کی ہے جبکہ بالائی علاقوں میں آندھی اور بارش کا امکان ہے، شہریوں کو احتیاطی تدابیر اختیار کرنے کی ہدایت کی گئی ہے۔ (274, 1107, 411, 1199)
item-text: خان کی صدارت میں منعقد ہوا جس میں قومی اسمبلی کے اراکین، سینیٹرز اور پارٹی عہدیداروں نے شرکت کی۔ اجلاس میں ملک کی موجودہ سیاسی صورتحال، معاشی بحران اور آئندہ انتخابات کے حوالے سے تفصیلی غور کیا گیا اور مختلف تجاویز پر مشاورت کے بعد اہم فیصلے کیے گئے۔ اس موقع پر کہا گیا کہ عوام کو ریلیف فراہم کرنا حکومت کی اولین ترجیح ہے۔ (274, 2140, 411, 2280)
item-header-bar: خبر وقار (694, 601, 811, 616)
item-text: عدالت نے کیس کی سماعت ملتوی کرتے ہوئے فریقین کو آئندہ پیشی پر مکمل ریکارڈ کے ساتھ حاضر ہونے کا حکم دیا، وکلاء نے اپنے دلائل مکمل کیے جبکہ عدالت نے متعلقہ حکام سے تفصیلی رپورٹ طلب کر لی۔ (420, 216, 545, 285)
news-item: 12 خبر وقار منڈی کے تازہ نرخ: آلو 800 روپے فی من، پیاز 2200 روپے، ٹماٹر 1500 روپے، گندم 4500 روپے فی من، چاول باسمتی 9000 روپے فی من، جبکہ دالوں اور گھی کی قیمتوں میں بھی معمولی اضافہ ریکارڈ کیا گیا۔ خان کی صدارت میں منعقد ہوا جس میں قومی اسمبلی کے اراکین، سینیٹرز اور پارٹی عہدیداروں نے شرکت کی۔ اجلاس میں ملک کی موجودہ سیاسی صورتحال، معاشی بحران اور آئندہ انتخابات کے حوالے سے تفصیلی غور کیا گیا اور مختلف تجاویز پر مشاورت کے بعد اہم فیصلے کیے گئے۔ اس موقع پر کہا گیا کہ عوام کو ریلیف فراہم کرنا حکومت کی اولین ترجیح ہے۔ وفاقی وزیر نے پریس کانفرنس سے خطاب کرتے ہوئے کہا کہ آئندہ بجٹ میں عوام پر کوئی نیا ٹیکس نہیں لگایا جائے گا، سرکاری ملازمین کی تنخواہوں اور پنشن میں اضافہ کیا جائے گا اور ترقیاتی منصوبوں کے لیے خطیر رقم مختص کی جائے گی، انہوں نے کہا کہ معیشت بہتری کی جانب گامزن ہے۔ (976, 2215, 1103, 2576)
item-text: خان کی صدارت میں منعقد ہوا جس میں قومی اسمبلی کے اراکین، سینیٹرز اور پارٹی عہدیداروں نے شرکت کی۔ اجلاس میں ملک کی موجودہ سیاسی صورتحال، معاشی بحران اور آئندہ انتخابات کے حوالے سے تفصیلی غور کیا گیا اور مختلف تجاویز پر مشاورت کے بعد اہم فیصلے کیے گئے۔ اس موقع پر کہا گیا کہ عوام کو ریلیف فراہم کرنا حکومت کی اولین ترجیح ہے۔ (841, 618, 969, 769)
notice-case: دعویٰ حصول خرچہ (171, 1193, 238, 1202)
item-header-bar: خبر وقار (274, 1883, 388, 1899)
item-text: پولیس کے مطابق ملزمان گزشتہ کئی ماہ سے شہر کے مختلف علاقوں میں وارداتوں میں ملوث تھے، ان کے قبضے سے اسلحہ، موٹر سائیکلیں اور نقدی برآمد کر لی گئی ہے، مقدمہ درج کر کے مزید تفتیش شروع کر دی گئی ہے اور دیگر ساتھیوں کی گرفتاری کے لیے چھاپے مارے جا رہے ہیں۔ (841, 1104, 969, 1220)
column-rule (416, 17, 417, 2013)
news-item (694, 1207, 835, 1296)
item-header-bar: خبر وقار (842, 1571, 945, 1587)
notice-title: بعدالت محترمہ مسرت انساء صاحبہ سول جج راولپنڈی (154, 626, 255, 673)
column-2: خان کی صدارت میں منعقد ہوا جس میں قومی اسمبلی کے اراکین، سینیٹرز اور پارٹی عہدیداروں نے شرکت کی۔ اجلاس میں ملک کی موجودہ سیاسی صورتحال، معاشی بحران اور آئندہ انتخابات کے حوالے سے تفصیلی غور کیا گیا اور مختلف تجاویز پر مشاورت کے بعد اہم فیصلے کیے گئے۔ اس موقع پر کہا گیا کہ عوام کو ریلیف فراہم کرنا حکومت کی اولین ترجیح ہے۔ محکمہ موسمیات نے آئندہ چوبیس گھنٹوں کے دوران ملک کے بیشتر علاقوں میں موسم گرم اور خشک رہنے کی پیش گوئی کی ہے جبکہ بالائی علاقوں میں آندھی اور بارش کا امکان ہے، شہریوں کو احتیاطی تدابیر اختیار کرنے کی ہدایت کی گئی ہے۔ وفاقی وزیر نے پریس کانفرنس سے خطاب کرتے ہوئے کہا کہ آئندہ بجٹ میں عوام پر کوئی نیا ٹیکس نہیں لگایا جائے گا، سرکاری ملازمین کی تنخواہوں اور پنشن میں اضافہ کیا جائے گا اور ترقیاتی منصوبوں کے لیے خطیر رقم مختص کی جائے گی، انہوں نے کہا کہ معیشت بہتری کی جانب گامزن ہے۔ 13 خبر وقار پولیس کے مطابق ملزمان گزشتہ کئی ماہ سے شہر کے مختلف علاقوں میں وارداتوں میں ملوث تھے، ان کے قبضے سے اسلحہ، موٹر سائیکلیں اور نقدی برآمد کر لی گئی ہے، مقدمہ درج کر کے مزید تفتیش شروع کر دی گئی ہے اور دیگر ساتھیوں کی گرفتاری کے لیے چھاپے مارے جا رہے ہیں۔ عدالت نے کیس کی سماعت ملتوی کرتے ہوئے فریقین کو آئندہ پیشی پر مکمل ریکارڈ کے ساتھ حاضر ہونے کا حکم دیا، وکلاء نے اپنے دلائل مکمل کیے جبکہ عدالت نے متعلقہ حکام سے تفصیلی رپورٹ طلب کر لی۔ 14 خبر وقار خان کی صدارت میں منعقد ہوا جس میں قومی اسمبلی کے اراکین، سینیٹرز اور پارٹی عہدیداروں نے شرکت کی۔ اجلاس میں ملک کی موجودہ سیاسی صورتحال، معاشی بحران اور آئندہ انتخابات کے حوالے سے تفصیلی غور کیا گیا اور مختلف تجاویز پر مشاورت کے بعد اہم فیصلے کیے گئے۔ اس موقع پر کہا گیا کہ عوام کو ریلیف فراہم کرنا حکومت کی اولین ترجیح ہے۔ منڈی کے تازہ نرخ: آلو 800 روپے فی من، پیاز 2200 روپے، ٹماٹر 1500 روپے، گندم 4500 روپے فی من، چاول باسمتی 9000 روپے فی من، جبکہ دالوں اور گھی کی قیمتوں میں بھی معمولی اضافہ ریکارڈ کیا گیا۔ 15 خبر وقار وفاقی وزیر نے پریس کانفرنس سے خطاب کرتے ہوئے کہا کہ آئندہ بجٹ میں عوام پر کوئی نیا ٹیکس نہیں لگایا جائے گا، سرکاری ملازمین کی تنخواہوں اور پنشن میں اضافہ کیا جائے گا اور ترقیاتی منصوبوں کے لیے خطیر رقم مختص کی جائے گی، انہوں نے کہا کہ معیشت بہتری کی جانب گامزن ہے۔ محکمہ موسمیات نے آئندہ چوبیس گھنٹوں کے دوران ملک کے بیشتر علاقوں میں موسم گرم اور خشک رہنے کی پیش گوئی کی ہے جبکہ بالائی علاقوں میں آندھی اور بارش کا امکان ہے، شہریوں کو احتیاطی تدابیر اختیار کرنے کی ہدایت کی گئی ہے۔ 16 خبر وقار پولیس کے مطابق ملزمان گزشتہ کئی ماہ سے شہر کے مختلف علاقوں میں وارداتوں میں ملوث تھے، ان کے قبضے سے اسلحہ، موٹر سائیکلیں اور نقدی برآمد کر لی گئی ہے، مقدمہ درج کر کے مزید تفتیش شروع کر دی گئی ہے اور دیگر ساتھیوں کی گرفتاری کے لیے چھاپے مارے جا رہے ہیں۔ خان کی صدارت میں منعقد ہوا جس میں قومی اسمبلی کے اراکین، سینیٹرز اور پارٹی عہدیداروں نے شرکت کی۔ اجلاس میں ملک کی موجودہ سیاسی صورتحال، معاشی بحران اور آئندہ انتخابات کے حوالے سے تفصیلی غور کیا گیا اور مختلف تجاویز پر مشاورت کے بعد اہم فیصلے کیے گئے۔ اس موقع پر کہا گیا کہ عوام کو ریلیف فراہم کرنا حکومت کی اولین ترجیح ہے۔ عدالت نے کیس کی سماعت ملتوی کرتے ہوئے فریقین کو آئندہ پیشی پر مکمل ریکارڈ کے ساتھ حاضر ہونے کا حکم دیا، وکلاء نے اپنے دلائل مکمل کیے جبکہ عدالت نے متعلقہ حکام سے تفصیلی رپورٹ طلب کر لی۔ وفاقی وزیر نے پریس کانفرنس سے خطاب کرتے ہوئے کہا کہ آئندہ بجٹ میں عوام پر کوئی نیا ٹیکس نہیں لگایا جائے گا، سرکاری ملازمین کی تنخواہوں اور پنشن میں اضافہ کیا جائے گا اور ترقیاتی منصوبوں کے لیے خطیر رقم مختص کی جائے گی، انہوں نے کہا کہ معیشت بہتری کی جانب گامزن ہے۔ 17 خبر وقار منڈی کے تازہ نرخ: آلو 800 روپے فی من، پیاز 2200 روپے، ٹماٹر 1500 روپے، گندم 4500 روپے فی من، چاول باسمتی 9000 روپے فی من، جبکہ دالوں اور گھی کی قیمتوں میں بھی معمولی اضافہ ریکارڈ کیا گیا۔ محکمہ موسمیات نے آئندہ چوبیس گھنٹوں کے دوران ملک کے بیشتر علاقوں میں موسم گرم اور خشک رہنے کی پیش گوئی کی ہے جبکہ بالائی علاقوں میں آندھی اور بارش کا امکان ہے، شہریوں کو احتیاطی تدابیر اختیار کرنے کی ہدایت کی گئی ہے۔ خان کی صدارت میں منعقد ہوا جس میں قومی اسمبلی کے اراکین، سینیٹرز اور پارٹی عہدیداروں نے شرکت کی۔ اجلاس میں ملک کی موجودہ سیاسی صورتحال، معاشی بحران اور آئندہ انتخابات کے حوالے سے تفصیلی غور کیا گیا اور مختلف تجاویز پر مشاورت کے بعد اہم فیصلے کیے گئے۔ اس موقع پر کہا گیا کہ عوام کو ریلیف فراہم کرنا حکومت کی اولین ترجیح ہے۔ پولیس کے مطابق ملزمان گزشتہ کئی ماہ سے شہر کے مختلف علاقوں میں وارداتوں میں ملوث تھے، ان کے قبضے سے اسلحہ، موٹر سائیکلیں اور نقدی برآمد کر لی گئی ہے، مقدمہ درج کر کے مزید تفتیش شروع کر دی گئی ہے اور دیگر ساتھیوں کی گرفتاری کے لیے چھاپے مارے جا رہے ہیں۔ (841, 18, 969, 2025)
item-header-bar: خبر وقار (420, 1338, 521, 1353)
item-number: 47 (521, 1588, 545, 1603)
item-text: وفاقی وزیر نے پریس کانفرنس سے خطاب کرتے ہوئے کہا کہ آئندہ بجٹ میں عوام پر کوئی نیا ٹیکس نہیں لگایا جائے گا، سرکاری ملازمین کی تنخواہوں اور پنشن میں اضافہ کیا جائے گا اور ترقیاتی منصوبوں کے لیے خطیر رقم مختص کی جائے گی، انہوں نے کہا کہ معیشت بہتری کی جانب گامزن ہے۔ (274, 1902, 411, 2018)
notice-case: نمبر 15/23 (50, 296, 91, 306)
item-header-bar: خبر وقار (842, 1085, 945, 1101)
item-header-bar: خبر وقار (420, 2265, 521, 2280)
item-number: 13 (945, 385, 969, 401)
news-item (976, 1609, 1103, 1698)
item-header-bar: خبر وقار (976, 1109, 1079, 1125)
notice-footer: مہر عدالت دستخط حاکم (148, 229, 261, 240)
news-item (976, 1323, 1103, 1460)
notice-footer: مہر عدالت دستخط حاکم (148, 419, 261, 430)
item-number: 16 (945, 1085, 969, 1101)
item-number: 56 (388, 624, 411, 640)
court-notice (143, 970, 266, 1128)
item-number: 21 (811, 601, 835, 616)
news-item: 15 خبر وقار وفاقی وزیر نے پریس کانفرنس سے خطاب کرتے ہوئے کہا کہ آئندہ بجٹ میں عوام پر کوئی نیا ٹیکس نہیں لگایا جائے گا، سرکاری ملازمین کی تنخواہوں اور پنشن میں اضافہ کیا جائے گا اور ترقیاتی منصوبوں کے لیے خطیر رقم مختص کی جائے گی، انہوں نے کہا کہ معیشت بہتری کی جانب گامزن ہے۔ محکمہ موسمیات نے آئندہ چوبیس گھنٹوں کے دوران ملک کے بیشتر علاقوں میں موسم گرم اور خشک رہنے کی پیش گوئی کی ہے جبکہ بالائی علاقوں میں آندھی اور بارش کا امکان ہے، شہریوں کو احتیاطی تدابیر اختیار کرنے کی ہدایت کی گئی ہے۔ (842, 848, 969, 1079)
page-header: روزنامہ وقار(3)13جون 2023ء (0, 0, 1105, 15)
item-header-bar: خبر وقار (552, 646, 663, 662)
news-item (274, 2288, 411, 2412)
item-number: 2 (1079, 315, 1103, 331)
notice-footer: مہر عدالت دستخط حاکم (11, 762, 129, 773)
item-header-bar: خبر وقار (694, 802, 811, 818)
item-text: خان کی صدارت میں منعقد ہوا جس میں قومی اسمبلی کے اراکین، سینیٹرز اور پارٹی عہدیداروں نے شرکت کی۔ اجلاس میں ملک کی موجودہ سیاسی صورتحال، معاشی بحران اور آئندہ انتخابات کے حوالے سے تفصیلی غور کیا گیا اور مختلف تجاویز پر مشاورت کے بعد اہم فیصلے کیے گئے۔ اس موقع پر کہا گیا کہ عوام کو ریلیف فراہم کرنا حکومت کی اولین ترجیح ہے۔ (420, 38, 545, 189)
item-header-bar: خبر وقار (420, 1588, 521, 1603)
item-header-bar: خبر وقار (552, 1904, 663, 1919)
court-notice (143, 620, 266, 767)
item-header-bar: خبر وقار (842, 599, 945, 615)
court-notice (6, 786, 135, 956)
news-item (274, 292, 411, 404)
item-text: عدالت نے کیس کی سماعت ملتوی کرتے ہوئے فریقین کو آئندہ پیشی پر مکمل ریکارڈ کے ساتھ حاضر ہونے کا حکم دیا، وکلاء نے اپنے دلائل مکمل کیے جبکہ عدالت نے متعلقہ حکام سے تفصیلی رپورٹ طلب کر لی۔ (274, 1712, 411, 1781)
item-number: 39 (521, 292, 545, 308)
item-text: منڈی کے تازہ نرخ: آلو 800 روپے فی من، پیاز 2200 روپے، ٹماٹر 1500 روپے، گندم 4500 روپے فی من، چاول باسمتی 9000 روپے فی من، جبکہ دالوں اور گھی کی قیمتوں میں بھی معمولی اضافہ ریکارڈ کیا گیا۔ (694, 1321, 835, 1390)
item-number: 57 (388, 720, 411, 735)
news-item (274, 992, 411, 1081)
item-number: 66 (388, 2288, 411, 2303)
news-item (420, 553, 545, 690)
news-item: 53 خبر وقار خان کی صدارت میں منعقد ہوا جس میں قومی اسمبلی کے اراکین، سینیٹرز اور پارٹی عہدیداروں نے شرکت کی۔ اجلاس میں ملک کی موجودہ سیاسی صورتحال، معاشی بحران اور آئندہ انتخابات کے حوالے سے تفصیلی غور کیا گیا اور مختلف تجاویز پر مشاورت کے بعد اہم فیصلے کیے گئے۔ اس موقع پر کہا گیا کہ عوام کو ریلیف فراہم کرنا حکومت کی اولین ترجیح ہے۔ پولیس کے مطابق ملزمان گزشتہ کئی ماہ سے شہر کے مختلف علاقوں میں وارداتوں میں ملوث تھے، ان کے قبضے سے اسلحہ، موٹر سائیکلیں اور نقدی برآمد کر لی گئی ہے، مقدمہ درج کر کے مزید تفتیش شروع کر دی گئی ہے اور دیگر ساتھیوں کی گرفتاری کے لیے چھاپے مارے جا رہے ہیں۔ (274, 19, 411, 285)
item-header-bar: خبر وقار (694, 1765, 811, 1781)
item-text: خان کی صدارت میں منعقد ہوا جس میں قومی اسمبلی کے اراکین، سینیٹرز اور پارٹی عہدیداروں نے شرکت کی۔ اجلاس میں ملک کی موجودہ سیاسی صورتحال، معاشی بحران اور آئندہ انتخابات کے حوالے سے تفصیلی غور کیا گیا اور مختلف تجاویز پر مشاورت کے بعد اہم فیصلے کیے گئے۔ اس موقع پر کہا گیا کہ عوام کو ریلیف فراہم کرنا حکومت کی اولین ترجیح ہے۔ (420, 822, 545, 973)
item-header-bar: خبر وقار (694, 1088, 811, 1104)
notice-footer: مہر عدالت دستخط حاکم (148, 751, 261, 762)
item-header-bar: خبر وقار (420, 1207, 521, 1223)
notice-case: دعویٰ تنسیخ نکاح (174, 1026, 235, 1036)
item-number: 60 (388, 1325, 411, 1341)
news-item (976, 1823, 1103, 1995)
notice-title: بعدالت جناب نائلہ ظفر صاحبہ سول جج فیملی کورٹ دیپالپور (13, 1164, 128, 1212)
item-header-bar: خبر وقار (552, 1808, 663, 1824)
item-text: منڈی کے تازہ نرخ: آلو 800 روپے فی من، پیاز 2200 روپے، ٹماٹر 1500 روپے، گندم 4500 روپے فی من، چاول باسمتی 9000 روپے فی من، جبکہ دالوں اور گھی کی قیمتوں میں بھی معمولی اضافہ ریکارڈ کیا گیا۔ (976, 843, 1103, 912)
item-number: 55 (388, 411, 411, 426)
item-text: پولیس کے مطابق ملزمان گزشتہ کئی ماہ سے شہر کے مختلف علاقوں میں وارداتوں میں ملوث تھے، ان کے قبضے سے اسلحہ، موٹر سائیکلیں اور نقدی برآمد کر لی گئی ہے، مقدمہ درج کر کے مزید تفتیش شروع کر دی گئی ہے اور دیگر ساتھیوں کی گرفتاری کے لیے چھاپے مارے جا رہے ہیں۔ (841, 404, 969, 520)
news-item (976, 1228, 1103, 1317)
item-header-bar: خبر وقار (976, 825, 1079, 840)
item-number: 38 (521, 197, 545, 213)
item-header-bar: خبر وقار (420, 1052, 521, 1068)
news-item (552, 1808, 686, 1897)
item-header-bar: خبر وقار (274, 2288, 388, 2303)
notice-text: ہرگاہ کہ مقدمہ مندرجہ عنوان بالا میں عدالت ہذا کو اطمینان ہو چکا ہے کہ مسئول علیہ عمداً روپوش ہے لہذا بذریعہ اشتہار ہذا اطلاع دی جاتی ہے کہ بتاریخ 15-6-2023 بوقت 8 بجے صبح حاضر ہوں۔ (148, 861, 261, 941)
court-notice (143, 775, 266, 962)
notice-text: ہرگاہ کہ مقدمہ مندرجہ بالا میں مدعا علیہ کو بذریعہ اشتہار ہذا اطلاع دی جاتی ہے کہ بتاریخ 15-6-2023 بوقت 8 بجے صبح حاضر عدالت ہوں بصورت دیگر یکطرفہ کاروائی عمل میں لائی جائے گی۔ (11, 1228, 129, 1297)
item-header-bar: خبر وقار (274, 1562, 388, 1578)
item-number: 4 (1079, 1109, 1103, 1125)
news-item (694, 802, 835, 927)
column-3 (691, 17, 837, 2013)
item-header-bar: خبر وقار (694, 1504, 811, 1520)
column-rule (139, 17, 140, 2013)
item-header-bar: خبر وقار (694, 933, 811, 949)
court-notice (6, 240, 135, 410)
item-text: عدالت نے کیس کی سماعت ملتوی کرتے ہوئے فریقین کو آئندہ پیشی پر مکمل ریکارڈ کے ساتھ حاضر ہونے کا حکم دیا، وکلاء نے اپنے دلائل مکمل کیے جبکہ عدالت نے متعلقہ حکام سے تفصیلی رپورٹ طلب کر لی۔ (420, 2391, 545, 2459)
item-number: 64 (388, 2026, 411, 2042)
item-header-bar: خبر وقار (274, 292, 388, 307)
notice-case: دعویٰ تنسیخ نکاح (40, 843, 100, 852)
item-number: 58 (388, 992, 411, 1008)
item-text: محکمہ موسمیات نے آئندہ چوبیس گھنٹوں کے دوران ملک کے بیشتر علاقوں میں موسم گرم اور خشک رہنے کی پیش گوئی کی ہے جبکہ بالائی علاقوں میں آندھی اور بارش کا امکان ہے، شہریوں کو احتیاطی تدابیر اختیار کرنے کی ہدایت کی گئی ہے۔ (694, 1107, 835, 1199)
item-header-bar: خبر وقار (976, 1466, 1079, 1482)
item-header-bar: خبر وقار (274, 2418, 388, 2434)
item-text: خان کی صدارت میں منعقد ہوا جس میں قومی اسمبلی کے اراکین، سینیٹرز اور پارٹی عہدیداروں نے شرکت کی۔ اجلاس میں ملک کی موجودہ سیاسی صورتحال، معاشی بحران اور آئندہ انتخابات کے حوالے سے تفصیلی غور کیا گیا اور مختلف تجاویز پر مشاورت کے بعد اہم فیصلے کیے گئے۔ اس موقع پر کہا گیا کہ عوام کو ریلیف فراہم کرنا حکومت کی اولین ترجیح ہے۔ (274, 38, 411, 177)
item-text: منڈی کے تازہ نرخ: آلو 800 روپے فی من، پیاز 2200 روپے، ٹماٹر 1500 روپے، گندم 4500 روپے فی من، چاول باسمتی 9000 روپے فی من، جبکہ دالوں اور گھی کی قیمتوں میں بھی معمولی اضافہ ریکارڈ کیا گیا۔ (420, 2284, 545, 2364)
item-number: 17 (945, 1571, 969, 1587)
court-notice (143, 17, 266, 244)
item-text: پولیس کے مطابق ملزمان گزشتہ کئی ماہ سے شہر کے مختلف علاقوں میں وارداتوں میں ملوث تھے، ان کے قبضے سے اسلحہ، موٹر سائیکلیں اور نقدی برآمد کر لی گئی ہے، مقدمہ درج کر کے مزید تفتیش شروع کر دی گئی ہے اور دیگر ساتھیوں کی گرفتاری کے لیے چھاپے مارے جا رہے ہیں۔ (975, 1342, 1103, 1458)
